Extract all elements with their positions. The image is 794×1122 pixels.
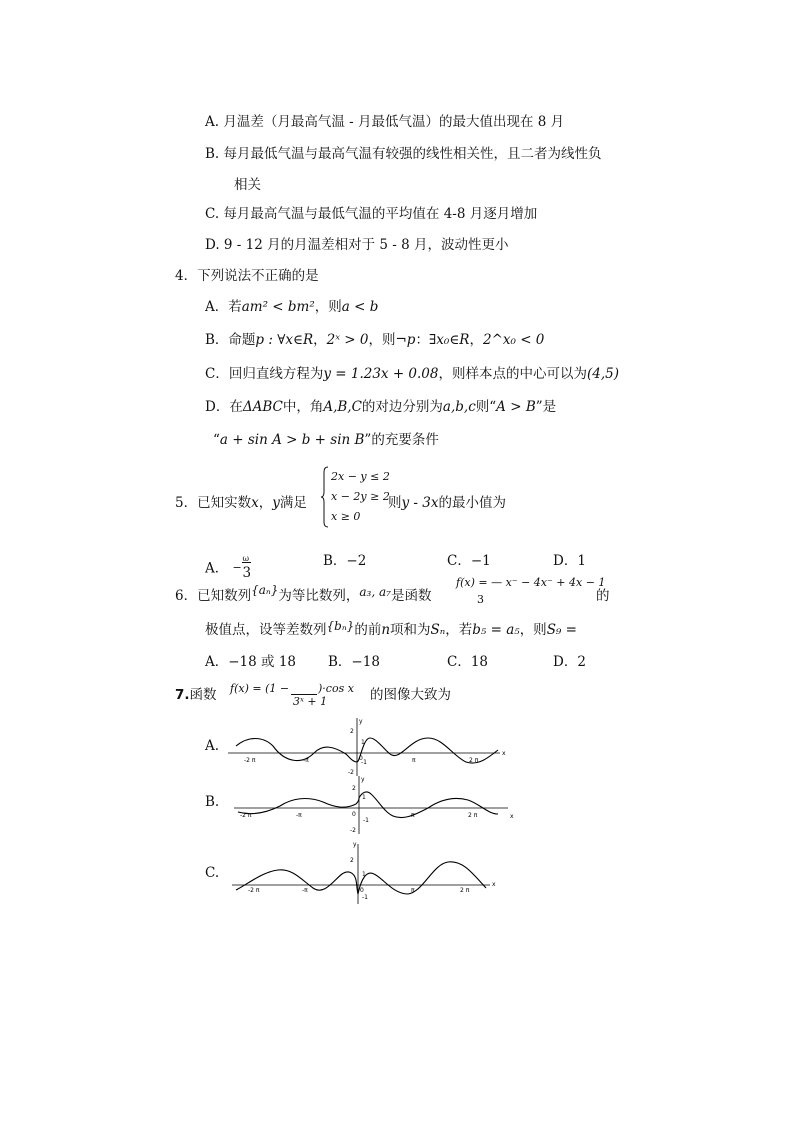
text: 函数 xyxy=(189,687,217,703)
q4-option-c xyxy=(205,365,619,383)
math: {aₙ} xyxy=(251,583,279,597)
tick-label: π xyxy=(411,887,415,894)
text: 项和为 xyxy=(390,622,431,638)
text: 的对边分别为 xyxy=(361,399,443,415)
tick-label: 1 xyxy=(361,739,365,746)
tick-label: -π xyxy=(303,757,309,764)
text: D．在 xyxy=(205,399,243,415)
q6-stem xyxy=(175,583,432,605)
tick-label: -2 xyxy=(350,827,356,834)
axis-label: y xyxy=(353,841,357,848)
text: ， xyxy=(469,332,483,348)
text: 中，角 xyxy=(282,399,324,415)
q5-constraint-1: 2x − y ≤ 2 xyxy=(331,470,390,483)
text: ，若 xyxy=(445,622,473,638)
math: p : ∀x∈R xyxy=(255,332,314,348)
math: b₅ = a₅ xyxy=(472,622,520,638)
q7-stem-post: 的图像大致为 xyxy=(370,687,451,703)
q6-function-den: 3 xyxy=(477,593,484,606)
axis-label: y xyxy=(359,718,363,725)
math: 2ˣ > 0 xyxy=(326,332,369,348)
tick-label: -1 xyxy=(363,817,369,824)
text: ， xyxy=(313,332,327,348)
axis-label: x xyxy=(492,881,496,888)
q3-option-b-cont: 相关 xyxy=(234,177,261,193)
q4-stem: 4．下列说法不正确的是 xyxy=(175,268,319,284)
math: 18 xyxy=(470,654,489,670)
math: y - 3x xyxy=(401,495,439,511)
q4-option-d-cont xyxy=(213,431,439,449)
q6-option-c xyxy=(447,653,488,671)
q6-stem-end: 的 xyxy=(596,588,610,604)
math: A,B,C xyxy=(323,399,362,415)
math: am² < bm² xyxy=(241,299,315,315)
q6-function: f(x) = — x⁻ − 4x⁻ + 4x − 1 xyxy=(456,576,606,589)
text: B． xyxy=(323,553,347,569)
q4-option-d xyxy=(205,398,556,416)
math: (4,5) xyxy=(587,366,620,382)
text: 为等比数列， xyxy=(278,588,360,604)
text: 满足 xyxy=(279,495,307,511)
q6-option-d: D．2 xyxy=(553,654,586,670)
graph-option-b-label: B. xyxy=(205,794,220,810)
math: S₉ = xyxy=(546,622,577,638)
graph-a xyxy=(228,718,510,778)
text: 的前 xyxy=(354,622,382,638)
tick-label: -2 π xyxy=(240,812,252,819)
text: ，则 xyxy=(368,332,396,348)
text: C．回归直线方程为 xyxy=(205,366,324,382)
text: A． xyxy=(205,654,229,670)
q5-question xyxy=(388,494,506,512)
numerator: ω xyxy=(242,554,250,563)
math: a₃, a₇ xyxy=(359,585,391,599)
q3-option-c: C. 每月最高气温与最低气温的平均值在 4-8 月逐月增加 xyxy=(205,206,538,222)
axis-label: x xyxy=(502,750,506,757)
text: ， xyxy=(258,495,273,511)
fraction: − ω 3 xyxy=(233,554,253,584)
text: 是函数 xyxy=(390,588,432,604)
math: a < b xyxy=(341,299,379,315)
q4-option-a xyxy=(205,298,378,316)
math: −2 xyxy=(346,553,367,569)
tick-label: 2 π xyxy=(468,812,478,819)
text: 6．已知数列 xyxy=(175,588,252,604)
denominator: 3 xyxy=(242,565,252,581)
text: B． xyxy=(328,654,352,670)
q4-option-b xyxy=(205,331,544,349)
q7-function-den: 3ˣ + 1 xyxy=(293,695,328,708)
tick-label: 0 xyxy=(359,755,363,762)
q6-option-a xyxy=(205,653,296,671)
tick-label: 1 xyxy=(362,794,366,801)
tick-label: 2 π xyxy=(469,757,479,764)
tick-label: 2 xyxy=(350,857,354,864)
axis-label: x xyxy=(510,813,514,820)
text: ，则 xyxy=(519,622,547,638)
tick-label: 2 π xyxy=(460,887,470,894)
math: −1 xyxy=(470,553,491,569)
tick-label: 2 xyxy=(350,728,354,735)
q5-option-a xyxy=(205,554,253,584)
tick-label: -π xyxy=(296,812,302,819)
axis-label: y xyxy=(361,776,365,783)
graph-option-a-label: A. xyxy=(205,738,220,754)
math: −18 或 18 xyxy=(228,654,297,670)
text: ”是 xyxy=(535,399,557,415)
tick-label: 0 xyxy=(360,887,364,894)
math: ¬p xyxy=(395,332,416,348)
text: B．命题 xyxy=(205,332,256,348)
graph-c xyxy=(228,840,500,904)
tick-label: π xyxy=(412,757,416,764)
tick-label: -1 xyxy=(362,894,368,901)
q3-option-a: A. 月温差（月最高气温 - 月最低气温）的最大值出现在 8 月 xyxy=(205,114,565,130)
question-number: 7. xyxy=(175,687,190,703)
text: A． xyxy=(205,560,229,577)
tick-label: -2 xyxy=(348,769,354,776)
q5-constraint-3: x ≥ 0 xyxy=(331,510,361,523)
math: A > B xyxy=(496,399,536,415)
text: 5．已知实数 xyxy=(175,495,252,511)
text: “ xyxy=(213,432,220,448)
math: a,b,c xyxy=(442,399,476,415)
tick-label: -π xyxy=(302,887,308,894)
math: ΔABC xyxy=(242,399,283,415)
math: x xyxy=(251,495,259,511)
graph-option-c-label: C. xyxy=(205,865,220,881)
text: 则 xyxy=(388,495,402,511)
tick-label: -1 xyxy=(361,759,367,766)
math: Sₙ xyxy=(430,622,446,638)
math: y xyxy=(272,495,280,511)
q7-function-post: )·cos x xyxy=(318,682,354,695)
math: −18 xyxy=(351,654,380,670)
text: A．若 xyxy=(205,299,242,315)
q5-option-b xyxy=(323,552,366,570)
text: ，则样本点的中心可以为 xyxy=(438,366,587,382)
text: 极值点，设等差数列 xyxy=(205,622,327,638)
text: C． xyxy=(447,654,471,670)
tick-label: -2 π xyxy=(248,887,260,894)
q5-constraint-2: x − 2y ≥ 2 xyxy=(331,490,390,503)
math: ∃x₀∈R xyxy=(428,332,470,348)
text: ”的充要条件 xyxy=(364,432,439,448)
math: {bₙ} xyxy=(326,619,355,633)
curve xyxy=(236,738,498,763)
text: 则“ xyxy=(475,399,497,415)
curve xyxy=(238,792,498,818)
text: 的最小值为 xyxy=(438,495,506,511)
q7-stem xyxy=(175,686,217,704)
q6-stem-line2 xyxy=(205,621,577,639)
system-brace xyxy=(321,466,329,528)
tick-label: 1 xyxy=(362,871,366,878)
text: ，则 xyxy=(314,299,342,315)
q6-option-b xyxy=(328,653,380,671)
text: C． xyxy=(447,553,471,569)
graph-b xyxy=(228,776,518,836)
q3-option-d: D. 9 - 12 月的月温差相对于 5 - 8 月，波动性更小 xyxy=(205,237,509,253)
q5-option-d: D．1 xyxy=(553,553,586,569)
tick-label: -2 π xyxy=(244,757,256,764)
q5-stem xyxy=(175,494,307,512)
math: 2^x₀ < 0 xyxy=(482,332,545,348)
q3-option-b: B. 每月最低气温与最高气温有较强的线性相关性，且二者为线性负 xyxy=(205,146,602,162)
tick-label: 0 xyxy=(352,811,356,818)
math: a + sin A > b + sin B xyxy=(219,432,365,448)
tick-label: 2 xyxy=(352,785,356,792)
q5-option-c xyxy=(447,552,491,570)
q7-function: f(x) = (1 − xyxy=(230,682,290,695)
math: y = 1.23x + 0.08 xyxy=(323,366,439,382)
math: n xyxy=(381,622,391,638)
tick-label: π xyxy=(411,812,415,819)
text: ： xyxy=(415,332,429,348)
